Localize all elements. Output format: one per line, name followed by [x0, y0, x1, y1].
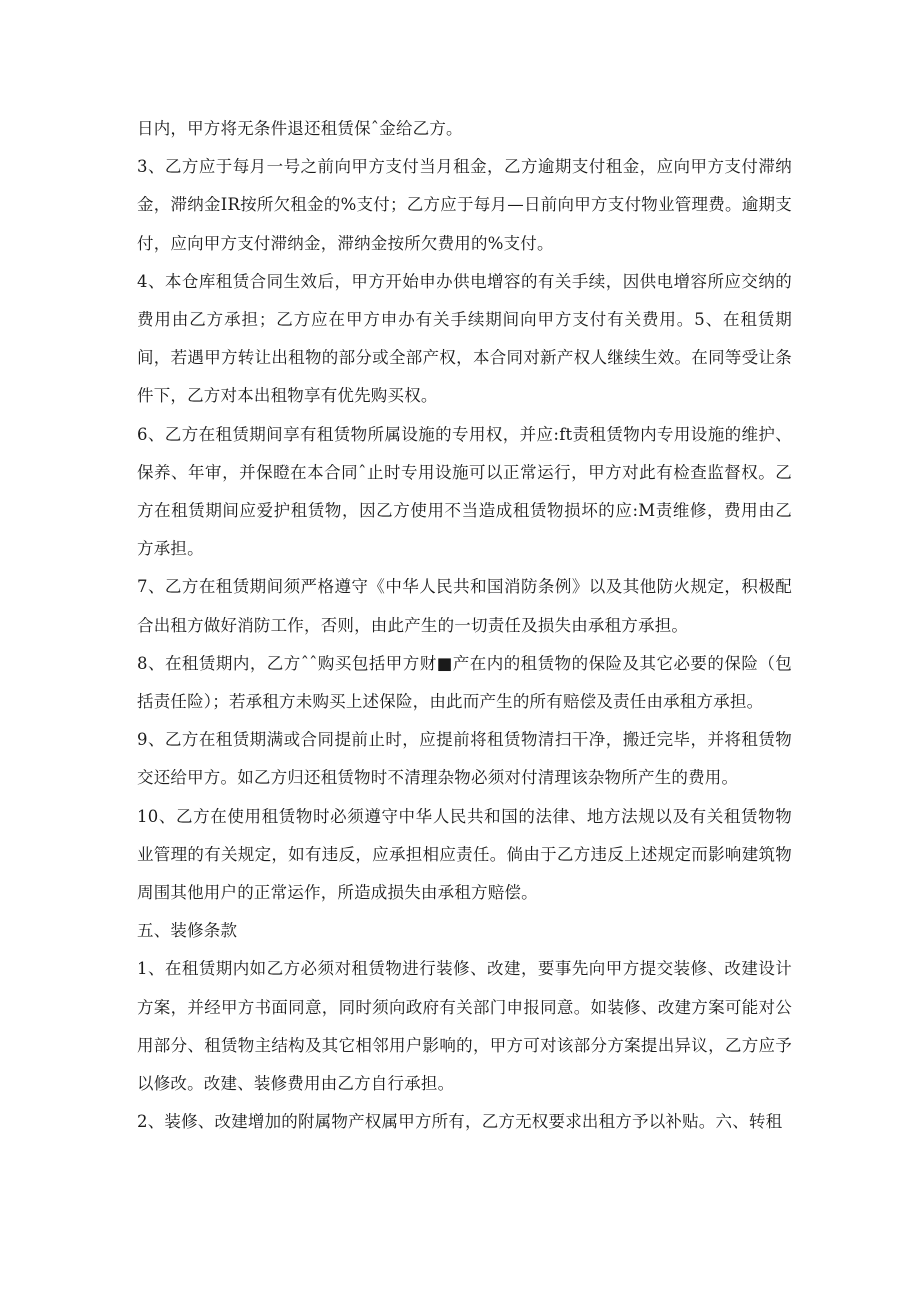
document-body: [137, 110, 792, 1141]
paragraph-clause-3-rent-payment: 3、乙方应于每月一号之前向甲方支付当月租金，乙方逾期支付租金，应向甲方支付滞纳金，滞纳金IR按所欠租金的%支付；乙方应于每月—日前向甲方支付物业管理费。逾期支付，应向甲方支付滞纳金，滞纳金按所欠费用的%支付。: [137, 157, 792, 253]
paragraph-clause-8-insurance: 8、在租赁期内，乙方ˆˆ购买包括甲方财■产在内的租赁物的保险及其它必要的保险（包括责任险）；若承租方未购买上述保险，由此而产生的所有赔偿及责任由承租方承担。: [137, 653, 792, 712]
paragraph-clause-6-facilities: 6、乙方在租赁期间享有租赁物所属设施的专用权，并应:ft责租赁物内专用设施的维护、保养、年审，并保瞪在本合同ˆ止时专用设施可以正常运行，甲方对此有检查监督权。乙方在租赁期间应爱护租赁物，因乙方使用不当造成租赁物损坏的应:M责维修，费用由乙方承担。: [137, 424, 792, 559]
paragraph-clause-10-regulations: 10、乙方在使用租赁物时必须遵守中华人民共和国的法律、地方法规以及有关租赁物物业管理的有关规定，如有违反，应承担相应责任。倘由于乙方违反上述规定而影响建筑物周围其他用户的正常运作，所造成损失由承租方赔偿。: [137, 806, 792, 903]
paragraph-clause-4-5-power-and-transfer: 4、本仓库租赁合同生效后，甲方开始申办供电增容的有关手续，因供电增容所应交纳的费用由乙方承担；乙方应在甲方申办有关手续期间向甲方支付有关费用。5、在租赁期间，若遇甲方转让出租物的部分或全部产权，本合同对新产权人继续生效。在同等受让条件下，乙方对本出租物享有优先购买权。: [137, 271, 792, 406]
paragraph-clause-7-fire-safety: 7、乙方在租赁期间须严格遵守《中华人民共和国消防条例》以及其他防火规定，积极配合出租方做好消防工作，否则，由此产生的一切责任及损失由承租方承担。: [137, 577, 792, 635]
paragraph-clause-9-return-of-property: 9、乙方在租赁期满或合同提前止时，应提前将租赁物清扫干净，搬迁完毕，并将租赁物交还给甲方。如乙方归还租赁物时不清理杂物必须对付清理该杂物所产生的费用。: [137, 730, 792, 788]
paragraph-deposit-return: 日内，甲方将无条件退还租赁保ˆ金给乙方。: [137, 119, 463, 138]
section-heading-renovation: 五、装修条款: [137, 921, 238, 941]
paragraph-renovation-clause-1: 1、在租赁期内如乙方必须对租赁物进行装修、改建，要事先向甲方提交装修、改建设计方案，并经甲方书面同意，同时须向政府有关部门申报同意。如装修、改建方案可能对公用部分、租赁物主结构及其它相邻用户影响的，甲方可对该部分方案提出异议，乙方应予以修改。改建、装修费用由乙方自行承担。: [137, 959, 792, 1094]
paragraph-renovation-clause-2: 2、装修、改建增加的附属物产权属甲方所有，乙方无权要求出租方予以补贴。六、转租: [137, 1112, 783, 1132]
